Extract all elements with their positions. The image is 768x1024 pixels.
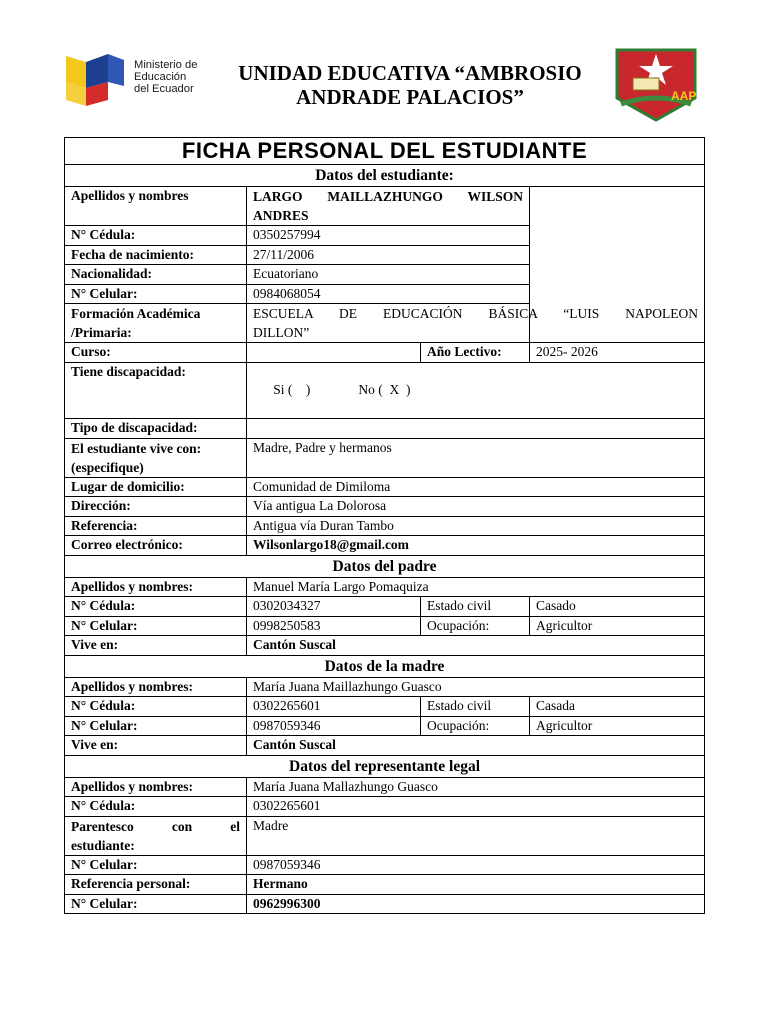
relation-label-line-1: Parentesco con el	[71, 818, 240, 834]
representative-name-label: Apellidos y nombres:	[65, 777, 247, 797]
disability-no: No ( X )	[358, 382, 411, 397]
ministry-name	[134, 59, 197, 95]
father-civil-status: Casado	[530, 597, 705, 617]
formation-label-line-2: /Primaria:	[71, 325, 132, 340]
mother-cedula-label: N° Cédula:	[65, 697, 247, 717]
email-value: Wilsonlargo18@gmail.com	[247, 536, 705, 556]
course-label: Curso:	[65, 343, 247, 363]
student-name-line-1: LARGO MAILLAZHUNGO WILSON	[253, 189, 523, 204]
disability-type-label: Tipo de discapacidad:	[65, 419, 247, 439]
address-value: Vía antigua La Dolorosa	[247, 497, 705, 517]
course-value	[247, 343, 421, 363]
school-title-line-2: ANDRADE PALACIOS”	[296, 85, 524, 109]
mother-lives: Cantón Suscal	[247, 736, 705, 756]
personal-reference-phone: 0962996300	[247, 894, 705, 914]
student-cedula: 0350257994	[247, 226, 530, 246]
relation-label	[65, 816, 247, 855]
father-civil-label: Estado civil	[421, 597, 530, 617]
student-name	[247, 187, 530, 226]
father-lives-label: Vive en:	[65, 636, 247, 656]
mother-civil-status: Casada	[530, 697, 705, 717]
domicile-label: Lugar de domicilio:	[65, 477, 247, 497]
student-name-line-2: ANDRES	[253, 208, 309, 223]
mother-name-label: Apellidos y nombres:	[65, 677, 247, 697]
representative-cedula: 0302265601	[247, 797, 705, 817]
formation-line-1: ESCUELA DE EDUCACIÓN BÁSICA “LUIS NAPOLEON	[253, 306, 699, 321]
school-title	[210, 61, 610, 109]
school-year-value: 2025- 2026	[530, 343, 705, 363]
relation-value: Madre	[247, 816, 705, 855]
email-label: Correo electrónico:	[65, 536, 247, 556]
disability-type-value	[247, 419, 705, 439]
school-crest-icon	[611, 44, 701, 124]
father-phone-label: N° Celular:	[65, 616, 247, 636]
formation-line-2: DILLON”	[253, 325, 310, 340]
student-phone: 0984068054	[247, 284, 530, 304]
representative-phone-label: N° Celular:	[65, 855, 247, 875]
formation-value	[247, 304, 705, 343]
ministry-line-3: del Ecuador	[134, 83, 194, 95]
lives-with-label	[65, 438, 247, 477]
school-title-line-1: UNIDAD EDUCATIVA “AMBROSIO	[238, 61, 582, 85]
father-lives: Cantón Suscal	[247, 636, 705, 656]
formation-label-line-1: Formación Académica	[71, 306, 201, 321]
reference-value: Antigua vía Duran Tambo	[247, 516, 705, 536]
formation-label	[65, 304, 247, 343]
father-occupation-label: Ocupación:	[421, 616, 530, 636]
document-header	[0, 0, 768, 130]
relation-label-line-2: estudiante:	[71, 837, 135, 853]
form-title: FICHA PERSONAL DEL ESTUDIANTE	[65, 138, 705, 165]
father-name: Manuel María Largo Pomaquiza	[247, 577, 705, 597]
father-occupation: Agricultor	[530, 616, 705, 636]
lives-with-label-line-1: El estudiante vive con:	[71, 440, 202, 456]
disability-yes: Si ( )	[273, 382, 311, 397]
section-mother-title: Datos de la madre	[65, 655, 705, 677]
svg-text:AAP: AAP	[671, 89, 697, 103]
mother-occupation-label: Ocupación:	[421, 716, 530, 736]
father-phone: 0998250583	[247, 616, 421, 636]
father-cedula-label: N° Cédula:	[65, 597, 247, 617]
mother-name: María Juana Maillazhungo Guasco	[247, 677, 705, 697]
student-nationality: Ecuatoriano	[247, 265, 530, 285]
lives-with-label-line-2: (especifique)	[71, 459, 144, 475]
student-birth-label: Fecha de nacimiento:	[65, 245, 247, 265]
ministry-line-1: Ministerio de	[134, 59, 198, 71]
mother-lives-label: Vive en:	[65, 736, 247, 756]
personal-reference-label: Referencia personal:	[65, 875, 247, 895]
mother-phone-label: N° Celular:	[65, 716, 247, 736]
mother-phone: 0987059346	[247, 716, 421, 736]
disability-label: Tiene discapacidad:	[65, 362, 247, 419]
section-representative-title: Datos del representante legal	[65, 755, 705, 777]
section-father-title: Datos del padre	[65, 555, 705, 577]
representative-phone: 0987059346	[247, 855, 705, 875]
mother-civil-label: Estado civil	[421, 697, 530, 717]
student-nationality-label: Nacionalidad:	[65, 265, 247, 285]
address-label: Dirección:	[65, 497, 247, 517]
father-name-label: Apellidos y nombres:	[65, 577, 247, 597]
lives-with-value: Madre, Padre y hermanos	[247, 438, 705, 477]
student-name-label: Apellidos y nombres	[65, 187, 247, 226]
ministry-line-2: Educación	[134, 71, 187, 83]
domicile-value: Comunidad de Dimiloma	[247, 477, 705, 497]
father-cedula: 0302034327	[247, 597, 421, 617]
representative-cedula-label: N° Cédula:	[65, 797, 247, 817]
mother-occupation: Agricultor	[530, 716, 705, 736]
student-cedula-label: N° Cédula:	[65, 226, 247, 246]
representative-name: María Juana Mallazhungo Guasco	[247, 777, 705, 797]
student-birth-date: 27/11/2006	[247, 245, 530, 265]
personal-reference-phone-label: N° Celular:	[65, 894, 247, 914]
school-year-label: Año Lectivo:	[421, 343, 530, 363]
student-phone-label: N° Celular:	[65, 284, 247, 304]
reference-label: Referencia:	[65, 516, 247, 536]
mother-cedula: 0302265601	[247, 697, 421, 717]
personal-reference: Hermano	[247, 875, 705, 895]
student-record-table	[64, 137, 705, 914]
section-student-title: Datos del estudiante:	[65, 165, 705, 187]
disability-options	[247, 362, 705, 419]
